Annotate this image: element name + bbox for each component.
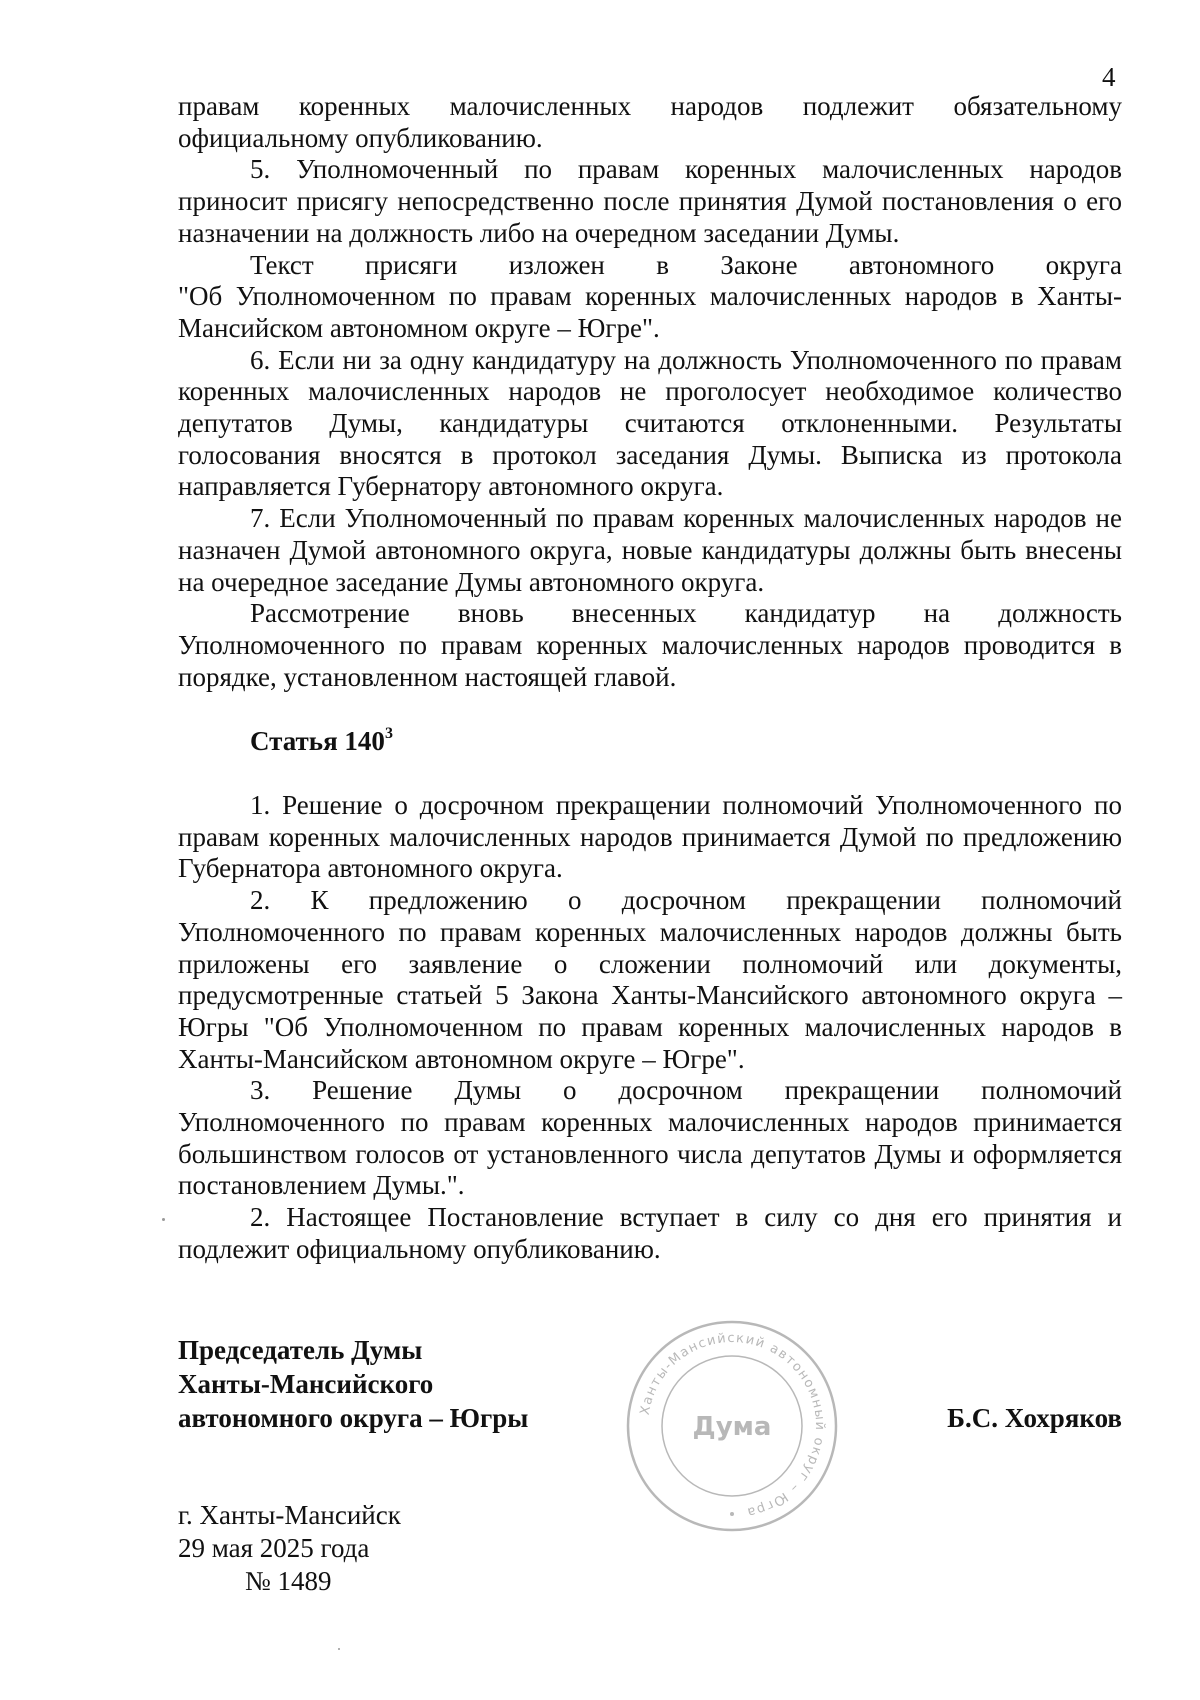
paragraph: "Об Уполномоченном по правам коренных малочисленных народов в Ханты-Мансийском автономном округе – Югре".	[178, 281, 1122, 343]
document-body-bottom	[178, 790, 1122, 1266]
article-heading	[250, 724, 393, 758]
paragraph: правам коренных малочисленных народов подлежит обязательному официальному опубликованию.	[178, 91, 1122, 153]
document-body-top	[178, 91, 1122, 693]
document-city: г. Ханты-Мансийск	[178, 1500, 401, 1530]
document-number: № 1489	[245, 1566, 332, 1596]
paragraph: 2. К предложению о досрочном прекращении полномочий Уполномоченного по правам коренных малочисленных народов должны быть приложены его заявление о сложении полномочий или документы, предусмотренные статьей 5 Закона Ханты-Мансийского автономного округа – Югры "Об Уполномоченном по правам коренных малочисленных народов в Ханты-Мансийском автономном округе – Югре".	[178, 885, 1122, 1074]
document-requisites	[178, 1499, 401, 1598]
paragraph: 2. Настоящее Постановление вступает в силу со дня его принятия и подлежит официальному опубликованию.	[178, 1202, 1122, 1264]
paragraph: 3. Решение Думы о досрочном прекращении полномочий Уполномоченного по правам коренных малочисленных народов принимается большинством голосов от установленного числа депутатов Думы и оформляется постановлением Думы.".	[178, 1075, 1122, 1201]
signatory-name: Б.С. Хохряков	[947, 1403, 1122, 1433]
stamp-ring-textpath: Ханты-Мансийский автономный округ – Югра	[637, 1330, 828, 1520]
paragraph: Текст присяги изложен в Законе автономного округа	[250, 249, 1122, 280]
official-stamp	[624, 1318, 840, 1534]
article-superscript: 3	[384, 725, 393, 742]
paragraph: 7. Если Уполномоченный по правам коренных малочисленных народов не назначен Думой автономного округа, новые кандидатуры должны быть внесены на очередное заседание Думы автономного округа.	[178, 503, 1122, 597]
scan-speck	[338, 1648, 340, 1650]
signatory-title-line: Ханты-Мансийского	[178, 1369, 434, 1399]
signatory-title-line: Председатель Думы	[178, 1335, 423, 1365]
paragraph: 5. Уполномоченный по правам коренных малочисленных народов приносит присягу непосредственно после принятия Думой постановления о его назначении на должность либо на очередном заседании Думы.	[178, 154, 1122, 248]
stamp-center-text: Дума	[692, 1412, 772, 1442]
paragraph: 1. Решение о досрочном прекращении полномочий Уполномоченного по правам коренных малочисленных народов принимается Думой по предложению Губернатора автономного округа.	[178, 790, 1122, 884]
stamp-dot	[730, 1512, 734, 1516]
scan-speck	[162, 1218, 165, 1221]
document-date: 29 мая 2025 года	[178, 1533, 370, 1563]
paragraph: 6. Если ни за одну кандидатуру на должность Уполномоченного по правам коренных малочисленных народов не проголосует необходимое количество депутатов Думы, кандидатуры считаются отклоненными. Результаты голосования вносятся в протокол заседания Думы. Выписка из протокола направляется Губернатору автономного округа.	[178, 344, 1122, 502]
signatory-title	[178, 1333, 528, 1435]
page-number: 4	[1102, 62, 1116, 92]
paragraph: Рассмотрение вновь внесенных кандидатур на должность Уполномоченного по правам коренных малочисленных народов проводится в порядке, установленном настоящей главой.	[178, 598, 1122, 692]
article-title: Статья 140	[250, 726, 385, 756]
signatory-title-line: автономного округа – Югры	[178, 1403, 529, 1433]
